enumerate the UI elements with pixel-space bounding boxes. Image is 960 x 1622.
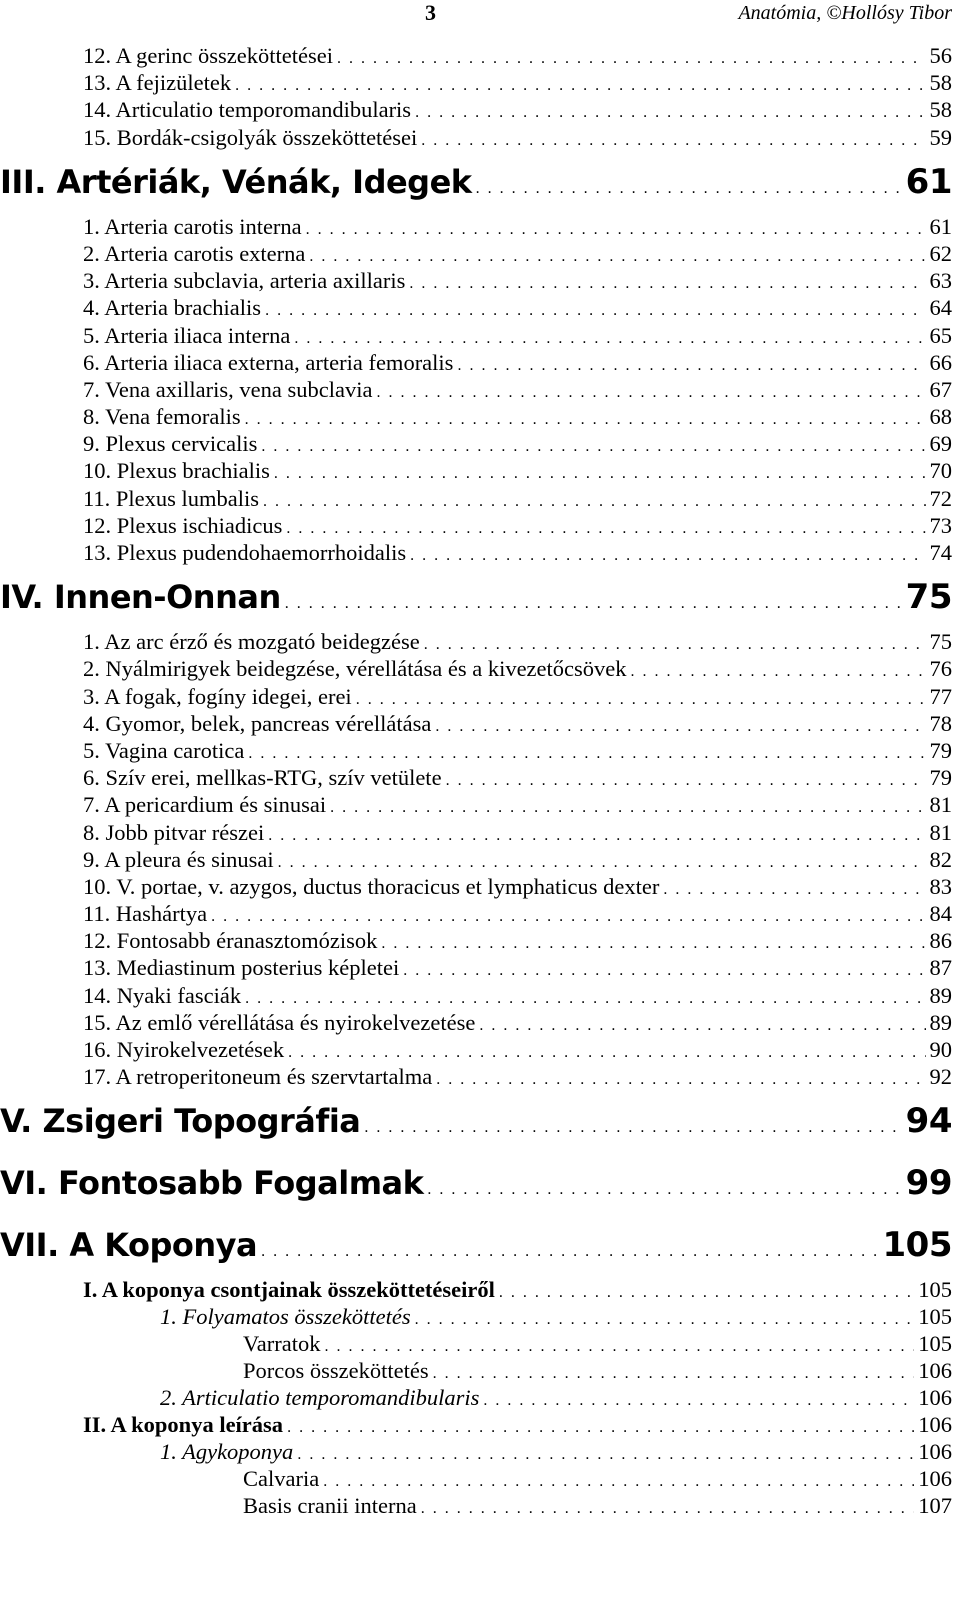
toc-entry [0, 267, 960, 294]
dot-leader [424, 631, 926, 655]
toc-entry-page-number: 59 [929, 124, 952, 150]
toc-entry-page-number: 106 [918, 1412, 952, 1438]
toc-entry-page-number: 87 [929, 955, 952, 981]
dot-leader [483, 1387, 914, 1411]
toc-entry-title: 6. Szív erei, mellkas-RTG, szív vetülete [83, 765, 442, 791]
dot-leader [410, 542, 925, 566]
toc-entry-page-number: 75 [929, 629, 952, 655]
toc-entry [0, 512, 960, 539]
dot-leader [499, 1279, 914, 1303]
toc-entry [0, 430, 960, 457]
toc-entry-title: Porcos összeköttetés [243, 1358, 429, 1384]
toc-entry-page-number: 89 [929, 1009, 952, 1035]
toc-entry-title: 8. Jobb pitvar részei [83, 819, 265, 845]
toc-part [0, 1276, 960, 1303]
toc-entry [0, 213, 960, 240]
toc-entry [0, 42, 960, 69]
toc-entry-title: 1. Arteria carotis interna [83, 213, 302, 239]
dot-leader [381, 930, 925, 954]
toc-entry-title: 14. Nyaki fasciák [83, 982, 242, 1008]
toc-entry [0, 1303, 960, 1330]
page-number: 3 [425, 0, 436, 25]
toc-entry-title: 3. A fogak, fogíny idegei, erei [83, 683, 352, 709]
toc-chapter [0, 1214, 960, 1276]
toc-part [0, 1411, 960, 1438]
toc-entry [0, 240, 960, 267]
toc-entry-title: 1. Agykoponya [160, 1439, 294, 1465]
toc-entry-title: Varratok [243, 1331, 321, 1357]
dot-leader [364, 1097, 901, 1152]
toc-entry-page-number: 76 [929, 656, 952, 682]
toc-entry-page-number: 105 [918, 1331, 952, 1357]
toc-entry-title: 3. Arteria subclavia, arteria axillaris [83, 268, 406, 294]
toc-entry-title: 10. V. portae, v. azygos, ductus thoracicus et lymphaticus dexter [83, 873, 660, 899]
toc-entry [0, 1384, 960, 1411]
toc-entry-title: 5. Vagina carotica [83, 737, 245, 763]
toc-entry-page-number: 90 [929, 1037, 952, 1062]
dot-leader [287, 1414, 914, 1438]
toc-entry-title: 14. Articulatio temporomandibularis [83, 97, 412, 123]
toc-entry [0, 1036, 960, 1063]
toc-entry [0, 710, 960, 737]
toc-entry [0, 927, 960, 954]
toc-entry [0, 954, 960, 981]
dot-leader [337, 45, 926, 69]
toc-entry-title: V. Zsigeri Topográfia [0, 1102, 361, 1141]
toc-entry-title: 10. Plexus brachialis [83, 458, 270, 484]
dot-leader [324, 1333, 914, 1357]
toc-entry [0, 1465, 960, 1492]
toc-entry-title: II. A koponya leírása [83, 1412, 284, 1438]
toc-entry [0, 96, 960, 123]
dot-leader [245, 985, 925, 1009]
toc-entry-page-number: 99 [905, 1163, 952, 1204]
dot-leader [248, 740, 925, 764]
toc-entry-page-number: 105 [918, 1277, 952, 1303]
dot-leader [476, 158, 902, 213]
toc-entry-page-number: 106 [918, 1439, 952, 1465]
toc-chapter [0, 566, 960, 628]
toc-entry-page-number: 64 [929, 295, 952, 321]
toc-entry-title: III. Artériák, Vénák, Idegek [0, 162, 472, 201]
toc-entry-page-number: 68 [929, 404, 952, 430]
toc-entry-title: 11. Plexus lumbalis [83, 485, 260, 511]
dot-leader [415, 99, 925, 123]
dot-leader [278, 849, 926, 873]
toc-entry-page-number: 105 [918, 1304, 952, 1330]
toc-entry-title: 5. Arteria iliaca interna [83, 322, 291, 348]
dot-leader [436, 1066, 925, 1090]
toc-entry-page-number: 73 [929, 512, 952, 538]
toc-entry [0, 982, 960, 1009]
toc-entry-page-number: 81 [929, 819, 952, 845]
toc-entry [0, 1357, 960, 1384]
toc-entry-title: 2. Nyálmirigyek beidegzése, vérellátása és a kivezetőcsövek [83, 656, 627, 682]
toc-entry-page-number: 74 [929, 540, 952, 565]
toc-entry [0, 403, 960, 430]
toc-entry [0, 1492, 960, 1519]
dot-leader [261, 1221, 878, 1276]
toc-entry-page-number: 79 [929, 737, 952, 763]
toc-entry [0, 322, 960, 349]
dot-leader [457, 352, 925, 376]
toc-entry-page-number: 86 [929, 928, 952, 954]
toc-entry [0, 791, 960, 818]
toc-entry [0, 900, 960, 927]
toc-entry-page-number: 82 [929, 846, 952, 872]
dot-leader [265, 297, 925, 321]
toc-entry [0, 69, 960, 96]
toc-entry-title: 2. Articulatio temporomandibularis [160, 1385, 480, 1411]
dot-leader [631, 658, 926, 682]
toc-entry-title: 11. Hashártya [83, 901, 208, 927]
dot-leader [415, 1306, 915, 1330]
toc-entry-page-number: 89 [929, 982, 952, 1008]
toc-entry-title: 7. Vena axillaris, vena subclavia [83, 376, 373, 402]
toc-entry-page-number: 58 [929, 97, 952, 123]
toc-entry-title: 17. A retroperitoneum és szervtartalma [83, 1064, 433, 1090]
toc-entry-title: 8. Vena femoralis [83, 404, 241, 430]
toc-entry-page-number: 58 [929, 70, 952, 96]
dot-leader [285, 573, 902, 628]
toc-entry-title: 7. A pericardium és sinusai [83, 792, 327, 818]
dot-leader [409, 270, 925, 294]
dot-leader [421, 127, 925, 151]
toc-entry [0, 1438, 960, 1465]
toc-entry-title: 2. Arteria carotis externa [83, 240, 306, 266]
toc-entry-title: 1. Az arc érző és mozgató beidegzése [83, 629, 420, 655]
toc-entry-page-number: 67 [929, 376, 952, 402]
toc-entry-page-number: 105 [882, 1225, 952, 1266]
toc-entry-page-number: 107 [918, 1493, 952, 1519]
toc-entry [0, 655, 960, 682]
dot-leader [433, 1360, 915, 1384]
dot-leader [421, 1495, 915, 1519]
toc-entry-title: VII. A Koponya [0, 1226, 258, 1265]
dot-leader [377, 379, 926, 403]
toc-entry-title: 13. Plexus pudendohaemorrhoidalis [83, 540, 407, 565]
toc-entry [0, 294, 960, 321]
toc-entry [0, 1063, 960, 1090]
toc-entry-page-number: 83 [929, 873, 952, 899]
toc-entry-page-number: 94 [905, 1101, 952, 1142]
toc-entry [0, 485, 960, 512]
toc-entry-page-number: 106 [918, 1358, 952, 1384]
toc-entry [0, 683, 960, 710]
dot-leader [356, 686, 926, 710]
dot-leader [435, 713, 925, 737]
toc-entry-page-number: 79 [929, 765, 952, 791]
toc-entry-title: 13. A fejizületek [83, 70, 232, 96]
toc-entry-page-number: 78 [929, 710, 952, 736]
dot-leader [306, 216, 926, 240]
toc-entry-page-number: 63 [929, 268, 952, 294]
dot-leader [403, 957, 925, 981]
toc-entry [0, 349, 960, 376]
toc-entry-title: 12. Plexus ischiadicus [83, 512, 283, 538]
dot-leader [245, 406, 926, 430]
toc-entry-title: 13. Mediastinum posterius képletei [83, 955, 400, 981]
toc-entry-title: 6. Arteria iliaca externa, arteria femoralis [83, 349, 454, 375]
toc-entry-title: 9. Plexus cervicalis [83, 431, 258, 457]
toc-entry [0, 124, 960, 151]
toc-entry-page-number: 65 [929, 322, 952, 348]
toc-entry-title: VI. Fontosabb Fogalmak [0, 1164, 424, 1203]
toc-entry-page-number: 77 [929, 683, 952, 709]
toc-entry-title: 1. Folyamatos összeköttetés [160, 1304, 411, 1330]
toc-entry-page-number: 66 [929, 349, 952, 375]
toc-entry-page-number: 75 [905, 577, 952, 618]
running-title: Anatómia, ©Hollósy Tibor [738, 2, 952, 24]
toc-entry [0, 846, 960, 873]
toc-entry [0, 1330, 960, 1357]
dot-leader [235, 72, 925, 96]
dot-leader [261, 433, 925, 457]
toc-entry-page-number: 70 [929, 458, 952, 484]
toc-entry [0, 737, 960, 764]
dot-leader [274, 460, 926, 484]
toc-chapter [0, 1090, 960, 1152]
toc-chapter [0, 1152, 960, 1214]
dot-leader [330, 794, 925, 818]
toc-entry [0, 1009, 960, 1036]
toc-entry-title: 15. Az emlő vérellátása és nyirokelvezetése [83, 1009, 476, 1035]
table-of-contents [0, 42, 960, 1519]
toc-entry-title: 9. A pleura és sinusai [83, 846, 274, 872]
toc-entry [0, 457, 960, 484]
toc-entry-title: 4. Arteria brachialis [83, 295, 262, 321]
dot-leader [309, 243, 925, 267]
toc-entry-page-number: 106 [918, 1466, 952, 1492]
dot-leader [427, 1159, 901, 1214]
toc-entry [0, 539, 960, 566]
toc-chapter [0, 151, 960, 213]
toc-entry-title: Calvaria [243, 1466, 320, 1492]
toc-entry [0, 376, 960, 403]
toc-entry-page-number: 61 [905, 161, 952, 202]
dot-leader [323, 1468, 914, 1492]
toc-entry-page-number: 92 [929, 1064, 952, 1090]
dot-leader [268, 822, 925, 846]
toc-entry-title: 12. A gerinc összeköttetései [83, 43, 333, 68]
toc-entry-page-number: 84 [929, 901, 952, 927]
toc-entry-title: 4. Gyomor, belek, pancreas vérellátása [83, 710, 432, 736]
toc-entry-page-number: 106 [918, 1385, 952, 1411]
dot-leader [263, 488, 925, 512]
dot-leader [446, 767, 926, 791]
toc-entry-title: I. A koponya csontjainak összeköttetéseiről [83, 1277, 495, 1303]
toc-entry [0, 764, 960, 791]
dot-leader [297, 1441, 914, 1465]
toc-entry-page-number: 56 [929, 43, 952, 68]
toc-entry [0, 819, 960, 846]
dot-leader [294, 325, 925, 349]
dot-leader [663, 876, 925, 900]
dot-leader [288, 1039, 925, 1063]
toc-entry-page-number: 72 [929, 485, 952, 511]
dot-leader [286, 515, 925, 539]
toc-entry-title: 12. Fontosabb éranasztomózisok [83, 928, 378, 954]
dot-leader [211, 903, 925, 927]
toc-entry-title: 16. Nyirokelvezetések [83, 1037, 285, 1062]
toc-entry-page-number: 62 [929, 240, 952, 266]
toc-entry [0, 628, 960, 655]
toc-entry [0, 873, 960, 900]
toc-entry-title: IV. Innen-Onnan [0, 578, 281, 617]
toc-entry-page-number: 81 [929, 792, 952, 818]
dot-leader [479, 1012, 925, 1036]
toc-entry-page-number: 69 [929, 431, 952, 457]
toc-entry-title: 15. Bordák-csigolyák összeköttetései [83, 124, 418, 150]
toc-entry-title: Basis cranii interna [243, 1493, 417, 1519]
toc-entry-page-number: 61 [929, 213, 952, 239]
